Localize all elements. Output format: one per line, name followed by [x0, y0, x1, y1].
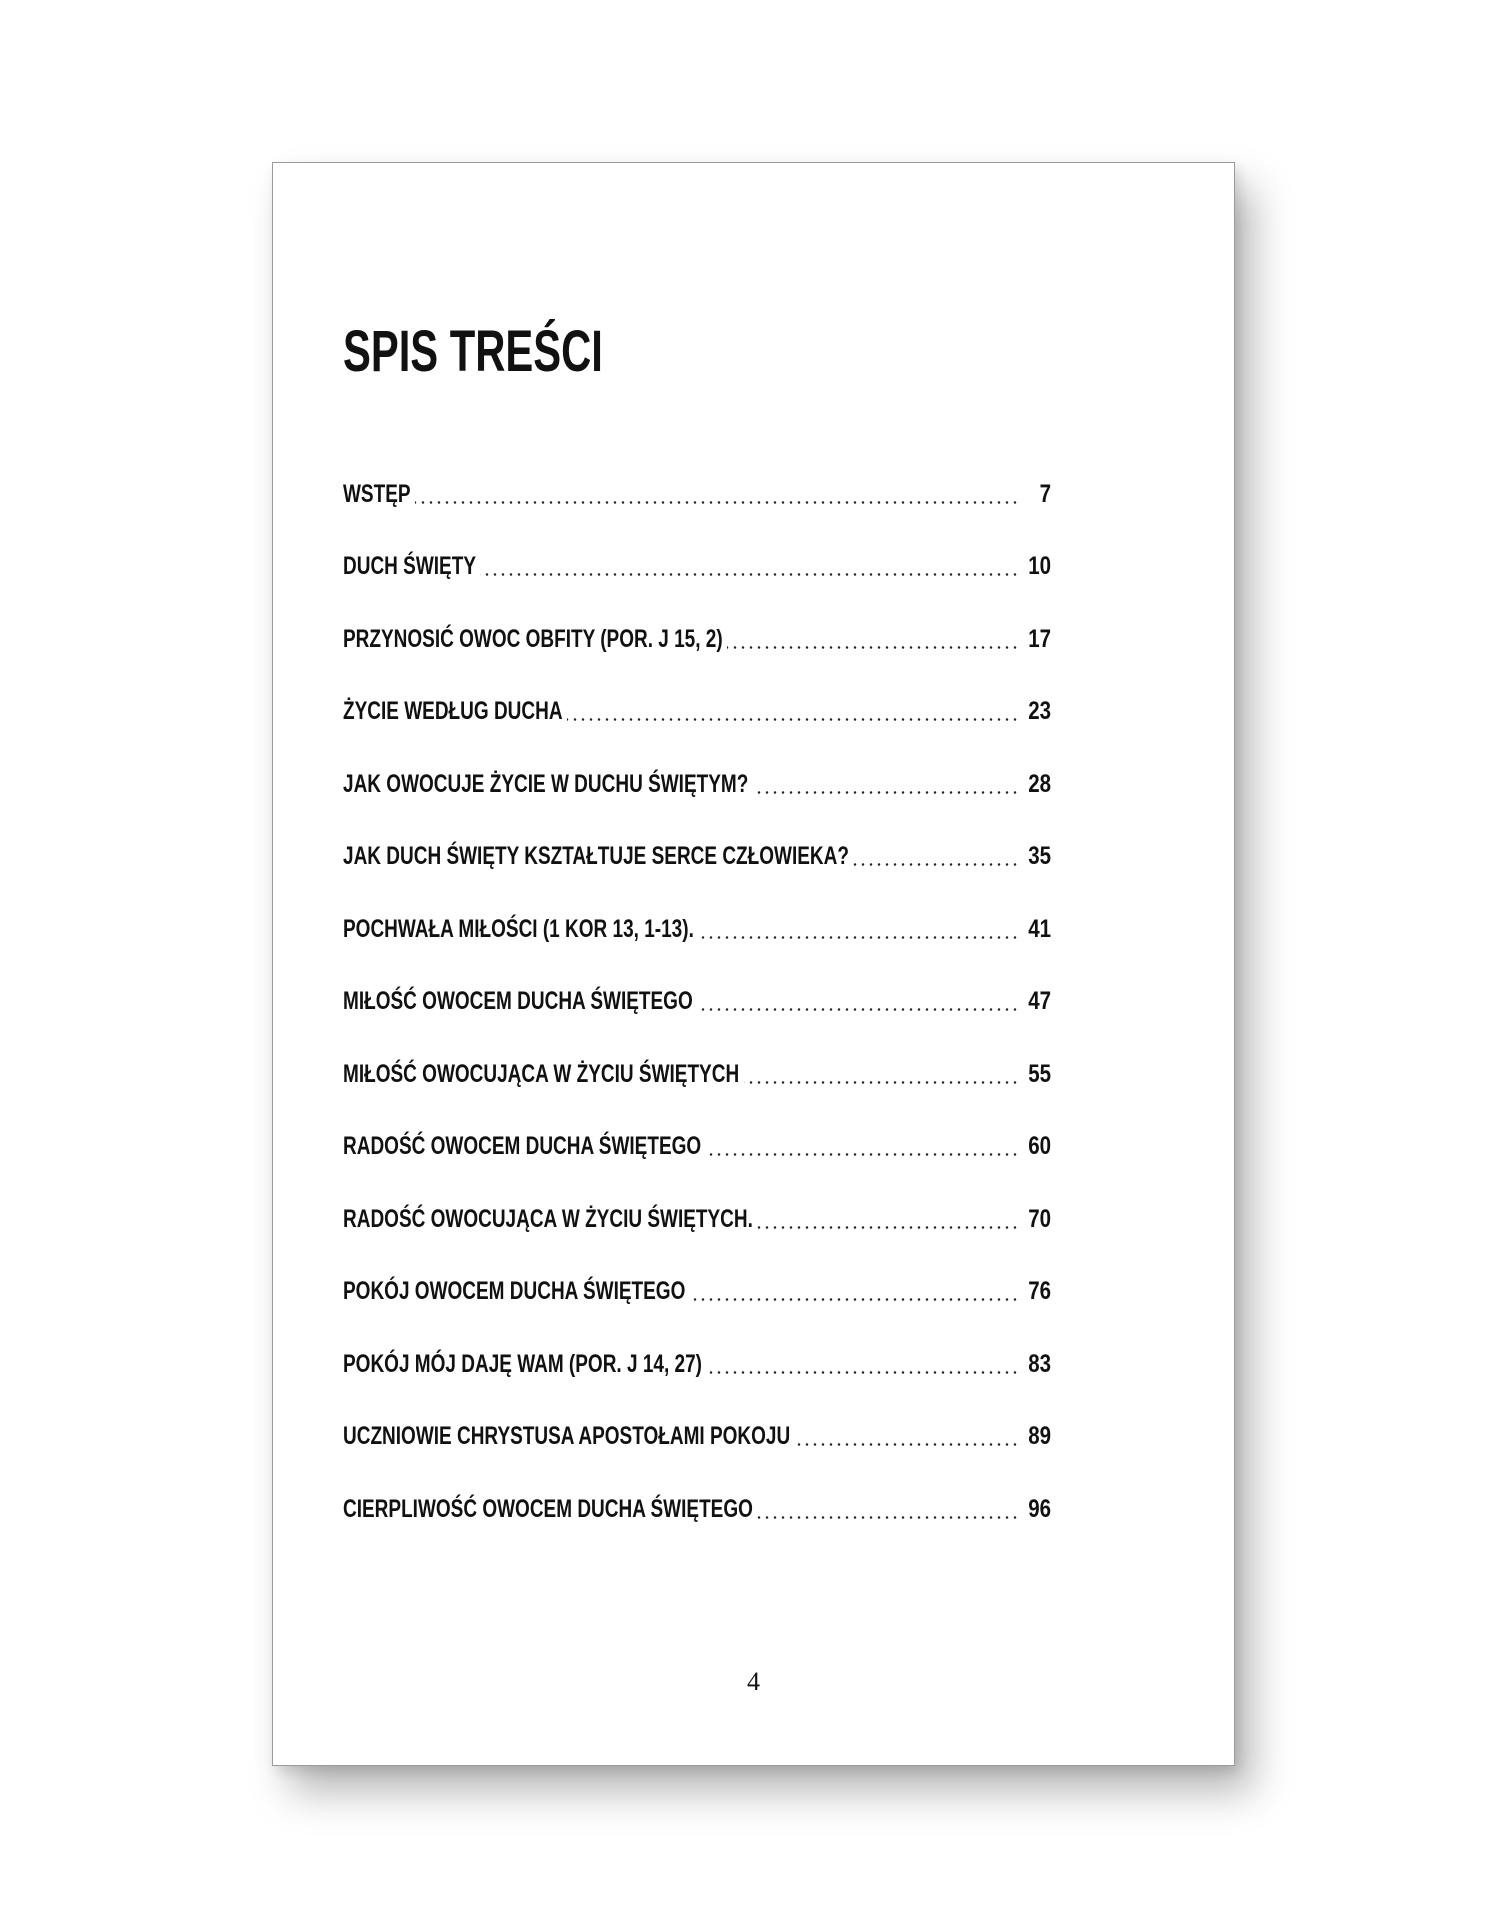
toc-entry-page: 70 — [1028, 1204, 1051, 1233]
toc-entry-wstep[interactable] — [343, 458, 1051, 531]
toc-entry-label: MIŁOŚĆ OWOCEM DUCHA ŚWIĘTEGO — [343, 987, 693, 1016]
toc-entry-label: JAK OWOCUJE ŻYCIE W DUCHU ŚWIĘTYM? — [343, 769, 749, 798]
toc-entry-pokoj-owocem[interactable] — [343, 1256, 1051, 1329]
toc-entry-zycie-wedlug-ducha[interactable] — [343, 676, 1051, 749]
toc-entry-page: 47 — [1028, 987, 1051, 1016]
dot-leader — [753, 791, 1019, 794]
toc-entry-label: DUCH ŚWIĘTY — [343, 552, 476, 581]
book-page — [272, 162, 1235, 1766]
dot-leader — [757, 1516, 1019, 1519]
toc-entry-label: POKÓJ MÓJ DAJĘ WAM (POR. J 14, 27) — [343, 1349, 702, 1378]
toc-entry-page: 76 — [1028, 1277, 1051, 1306]
page-title: SPIS TREŚCI — [343, 319, 603, 384]
toc-entry-uczniowie-chrystusa[interactable] — [343, 1401, 1051, 1474]
toc-entry-page: 28 — [1028, 769, 1051, 798]
dot-leader — [757, 1226, 1019, 1229]
toc-entry-page: 96 — [1028, 1494, 1051, 1523]
toc-entry-label: JAK DUCH ŚWIĘTY KSZTAŁTUJE SERCE CZŁOWIEKA? — [343, 842, 849, 871]
toc-entry-pochwala-milosci[interactable] — [343, 893, 1051, 966]
toc-entry-label: POCHWAŁA MIŁOŚCI (1 KOR 13, 1-13). — [343, 914, 694, 943]
dot-leader — [727, 646, 1019, 649]
toc-entry-page: 89 — [1028, 1422, 1051, 1451]
toc-entry-cierpliwosc-owocem[interactable] — [343, 1473, 1051, 1546]
toc-entry-przynosic-owoc[interactable] — [343, 603, 1051, 676]
toc-entry-label: ŻYCIE WEDŁUG DUCHA — [343, 697, 563, 726]
toc-entry-label: PRZYNOSIĆ OWOC OBFITY (POR. J 15, 2) — [343, 624, 723, 653]
toc-entry-page: 7 — [1039, 479, 1051, 508]
toc-entry-milosc-owocem[interactable] — [343, 966, 1051, 1039]
dot-leader — [698, 936, 1019, 939]
toc-entry-pokoj-moj[interactable] — [343, 1328, 1051, 1401]
toc-entry-jak-duch-ksztaltuje[interactable] — [343, 821, 1051, 894]
dot-leader — [744, 1081, 1019, 1084]
table-of-contents — [343, 458, 1051, 1546]
toc-entry-page: 83 — [1028, 1349, 1051, 1378]
toc-entry-label: MIŁOŚĆ OWOCUJĄCA W ŻYCIU ŚWIĘTYCH — [343, 1059, 740, 1088]
toc-entry-page: 10 — [1028, 552, 1051, 581]
toc-entry-duch-swiety[interactable] — [343, 531, 1051, 604]
toc-entry-label: RADOŚĆ OWOCEM DUCHA ŚWIĘTEGO — [343, 1132, 702, 1161]
dot-leader — [480, 573, 1019, 576]
dot-leader — [795, 1443, 1019, 1446]
toc-entry-label: POKÓJ OWOCEM DUCHA ŚWIĘTEGO — [343, 1277, 686, 1306]
dot-leader — [697, 1008, 1019, 1011]
toc-entry-page: 17 — [1028, 624, 1051, 653]
toc-entry-page: 35 — [1028, 842, 1051, 871]
dot-leader — [415, 501, 1019, 504]
toc-entry-label: RADOŚĆ OWOCUJĄCA W ŻYCIU ŚWIĘTYCH. — [343, 1204, 753, 1233]
toc-entry-jak-owocuje[interactable] — [343, 748, 1051, 821]
dot-leader — [690, 1298, 1019, 1301]
toc-entry-label: UCZNIOWIE CHRYSTUSA APOSTOŁAMI POKOJU — [343, 1422, 791, 1451]
toc-entry-page: 41 — [1028, 914, 1051, 943]
page-number: 4 — [747, 1667, 760, 1696]
toc-entry-page: 23 — [1028, 697, 1051, 726]
dot-leader — [706, 1371, 1019, 1374]
dot-leader — [567, 718, 1019, 721]
toc-entry-milosc-owocujaca[interactable] — [343, 1038, 1051, 1111]
dot-leader — [706, 1153, 1019, 1156]
toc-entry-page: 60 — [1028, 1132, 1051, 1161]
toc-entry-label: WSTĘP — [343, 479, 411, 508]
toc-entry-radosc-owocujaca[interactable] — [343, 1183, 1051, 1256]
dot-leader — [853, 863, 1019, 866]
toc-entry-radosc-owocem[interactable] — [343, 1111, 1051, 1184]
toc-entry-page: 55 — [1028, 1059, 1051, 1088]
toc-entry-label: CIERPLIWOŚĆ OWOCEM DUCHA ŚWIĘTEGO — [343, 1494, 753, 1523]
